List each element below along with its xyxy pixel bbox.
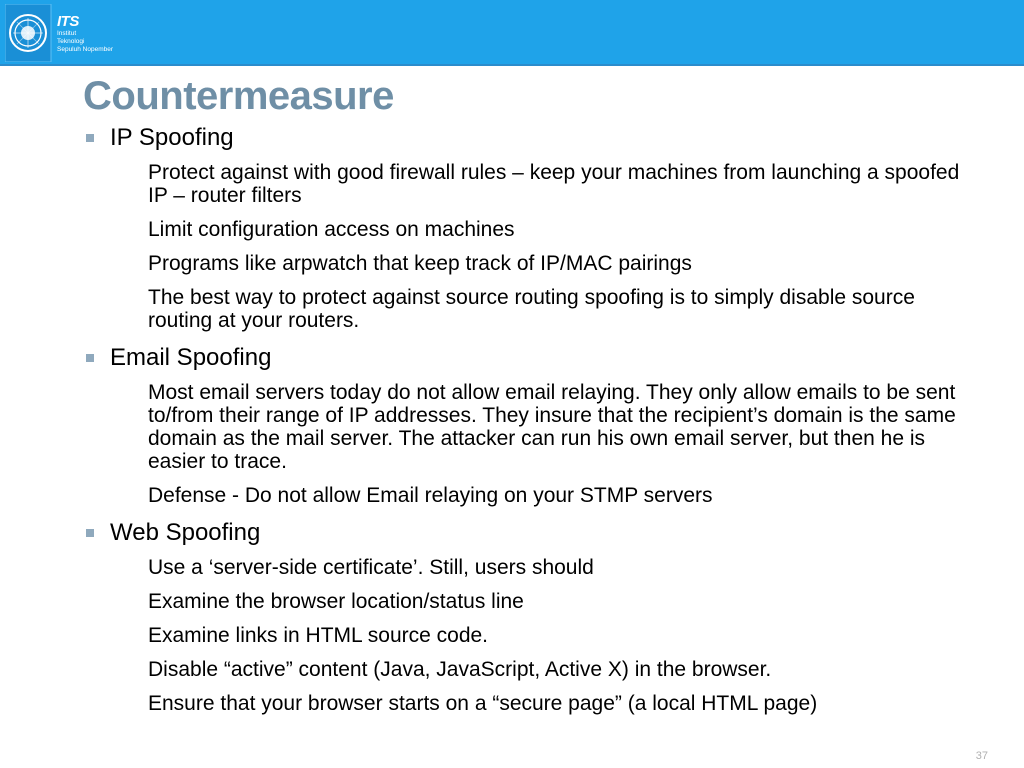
- list-item: Ensure that your browser starts on a “secure page” (a local HTML page): [148, 692, 818, 715]
- section-items: [80, 381, 960, 507]
- logo-text: [57, 14, 113, 53]
- its-logo: [5, 4, 133, 62]
- list-item: Programs like arpwatch that keep track of IP/MAC pairings: [148, 252, 692, 275]
- section-heading: [80, 124, 960, 152]
- list-item: Use a ‘server-side certificate’. Still, users should: [148, 556, 594, 579]
- list-item: Most email servers today do not allow email relaying. They only allow emails to be sent to/from their range of IP addresses. They insure that the recipient’s domain is the same domain as the mail server. The attacker can run his own email server, but then he is easier to trace.: [148, 381, 956, 473]
- logo-line-1: Institut: [57, 30, 77, 37]
- section-heading-text: Web Spoofing: [110, 519, 261, 546]
- list-item: The best way to protect against source routing spoofing is to simply disable source routing at your routers.: [148, 286, 915, 332]
- section-heading: [80, 519, 960, 547]
- logo-line-3: Sepuluh Nopember: [57, 46, 114, 53]
- header-bar: [0, 0, 1024, 66]
- section-web-spoofing: [80, 519, 960, 715]
- section-heading-text: IP Spoofing: [110, 124, 234, 151]
- square-bullet-icon: [86, 354, 94, 362]
- section-items: [80, 556, 960, 715]
- section-ip-spoofing: [80, 124, 960, 332]
- section-heading: [80, 344, 960, 372]
- list-item: Limit configuration access on machines: [148, 218, 515, 241]
- section-items: [80, 161, 960, 332]
- list-item: Disable “active” content (Java, JavaScript, Active X) in the browser.: [148, 658, 772, 681]
- square-bullet-icon: [86, 134, 94, 142]
- section-heading-text: Email Spoofing: [110, 344, 272, 371]
- logo-line-2: Teknologi: [57, 38, 85, 45]
- slide-content: [80, 124, 960, 715]
- section-email-spoofing: [80, 344, 960, 507]
- square-bullet-icon: [86, 529, 94, 537]
- slide-title: Countermeasure: [83, 74, 394, 118]
- list-item: Defense - Do not allow Email relaying on your STMP servers: [148, 484, 713, 507]
- page-number: 37: [975, 750, 988, 762]
- list-item: Protect against with good firewall rules – keep your machines from launching a spoofed IP – router filters: [148, 161, 960, 207]
- list-item: Examine links in HTML source code.: [148, 624, 489, 647]
- list-item: Examine the browser location/status line: [148, 590, 524, 613]
- its-seal-icon: [5, 4, 53, 62]
- logo-its: ITS: [57, 13, 79, 30]
